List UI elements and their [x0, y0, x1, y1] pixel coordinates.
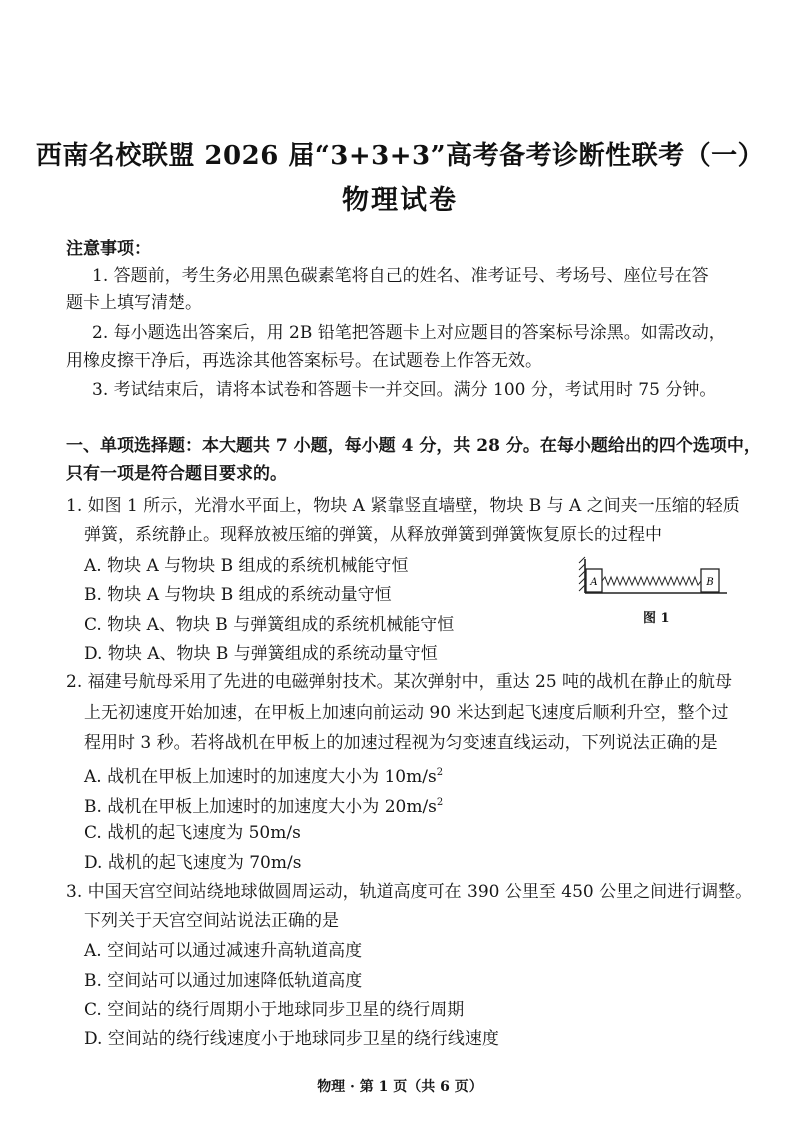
q2-stem-cont: 程用时 3 秒。若将战机在甲板上的加速过程视为匀变速直线运动，下列说法正确的是 [84, 733, 718, 753]
q1-stem-cont: 弹簧，系统静止。现释放被压缩的弹簧，从释放弹簧到弹簧恢复原长的过程中 [84, 525, 662, 545]
q2-option-d: D. 战机的起飞速度为 70m/s [84, 853, 302, 873]
wall-hatch [579, 578, 585, 584]
q2-stem: 2. 福建号航母采用了先进的电磁弹射技术。某次弹射中，重达 25 吨的战机在静止的航母 [66, 672, 733, 692]
q3-stem-cont: 下列关于天宫空间站说法正确的是 [84, 911, 339, 931]
q1-option-a: A. 物块 A 与物块 B 组成的系统机械能守恒 [84, 556, 409, 576]
q2-stem-cont: 上无初速度开始加速，在甲板上加速向前运动 90 米达到起飞速度后顺利升空，整个过 [84, 703, 729, 723]
page-footer: 物理 · 第 1 页（共 6 页） [317, 1079, 483, 1095]
notice-line: 题卡上填写清楚。 [66, 293, 202, 313]
q1-option-d: D. 物块 A、物块 B 与弹簧组成的系统动量守恒 [84, 644, 438, 664]
section-heading: 一、单项选择题：本大题共 7 小题，每小题 4 分，共 28 分。在每小题给出的四个选项中， [66, 436, 761, 456]
q3-stem: 3. 中国天宫空间站绕地球做圆周运动，轨道高度可在 390 公里至 450 公里之间进行调整。 [66, 882, 753, 902]
notice-line: 3. 考试结束后，请将本试卷和答题卡一并交回。满分 100 分，考试用时 75 分钟。 [92, 380, 717, 400]
q2-option-b [84, 792, 443, 818]
notice-heading: 注意事项： [66, 239, 151, 259]
section-heading-cont: 只有一项是符合题目要求的。 [66, 464, 287, 484]
wall-hatch [579, 557, 585, 563]
wall-hatch [579, 585, 585, 591]
notice-line: 用橡皮擦干净后，再选涂其他答案标号。在试题卷上作答无效。 [66, 351, 542, 371]
q3-option-b: B. 空间站可以通过加速降低轨道高度 [84, 971, 363, 991]
wall-hatch [579, 564, 585, 570]
q2-option-a [84, 762, 443, 788]
q2-option-c: C. 战机的起飞速度为 50m/s [84, 823, 301, 843]
q2-option-a-exponent: 2 [436, 767, 444, 778]
q1-stem: 1. 如图 1 所示，光滑水平面上，物块 A 紧靠竖直墙壁，物块 B 与 A 之间夹一压缩的轻质 [66, 496, 740, 516]
block-b-label: B [706, 577, 714, 588]
q3-option-c: C. 空间站的绕行周期小于地球同步卫星的绕行周期 [84, 1000, 465, 1020]
notice-line: 2. 每小题选出答案后，用 2B 铅笔把答题卡上对应题目的答案标号涂黑。如需改动， [92, 323, 726, 343]
q2-option-a-text: A. 战机在甲板上加速时的加速度大小为 10m/s [84, 767, 437, 787]
spring [602, 577, 701, 585]
block-a-label: A [590, 577, 598, 588]
q1-option-c: C. 物块 A、物块 B 与弹簧组成的系统机械能守恒 [84, 615, 455, 635]
q1-option-b: B. 物块 A 与物块 B 组成的系统动量守恒 [84, 585, 392, 605]
figure-1-caption: 图 1 [643, 611, 670, 626]
q3-option-a: A. 空间站可以通过减速升高轨道高度 [84, 941, 363, 961]
q2-option-b-exponent: 2 [436, 797, 444, 808]
wall-hatch [579, 571, 585, 577]
q3-option-d: D. 空间站的绕行线速度小于地球同步卫星的绕行线速度 [84, 1029, 499, 1049]
exam-subtitle: 物理试卷 [342, 185, 458, 216]
notice-line: 1. 答题前，考生务必用黑色碳素笔将自己的姓名、准考证号、考场号、座位号在答 [92, 266, 709, 286]
q2-option-b-text: B. 战机在甲板上加速时的加速度大小为 20m/s [84, 797, 437, 817]
exam-title: 西南名校联盟 2026 届“3+3+3”高考备考诊断性联考（一） [35, 141, 765, 171]
